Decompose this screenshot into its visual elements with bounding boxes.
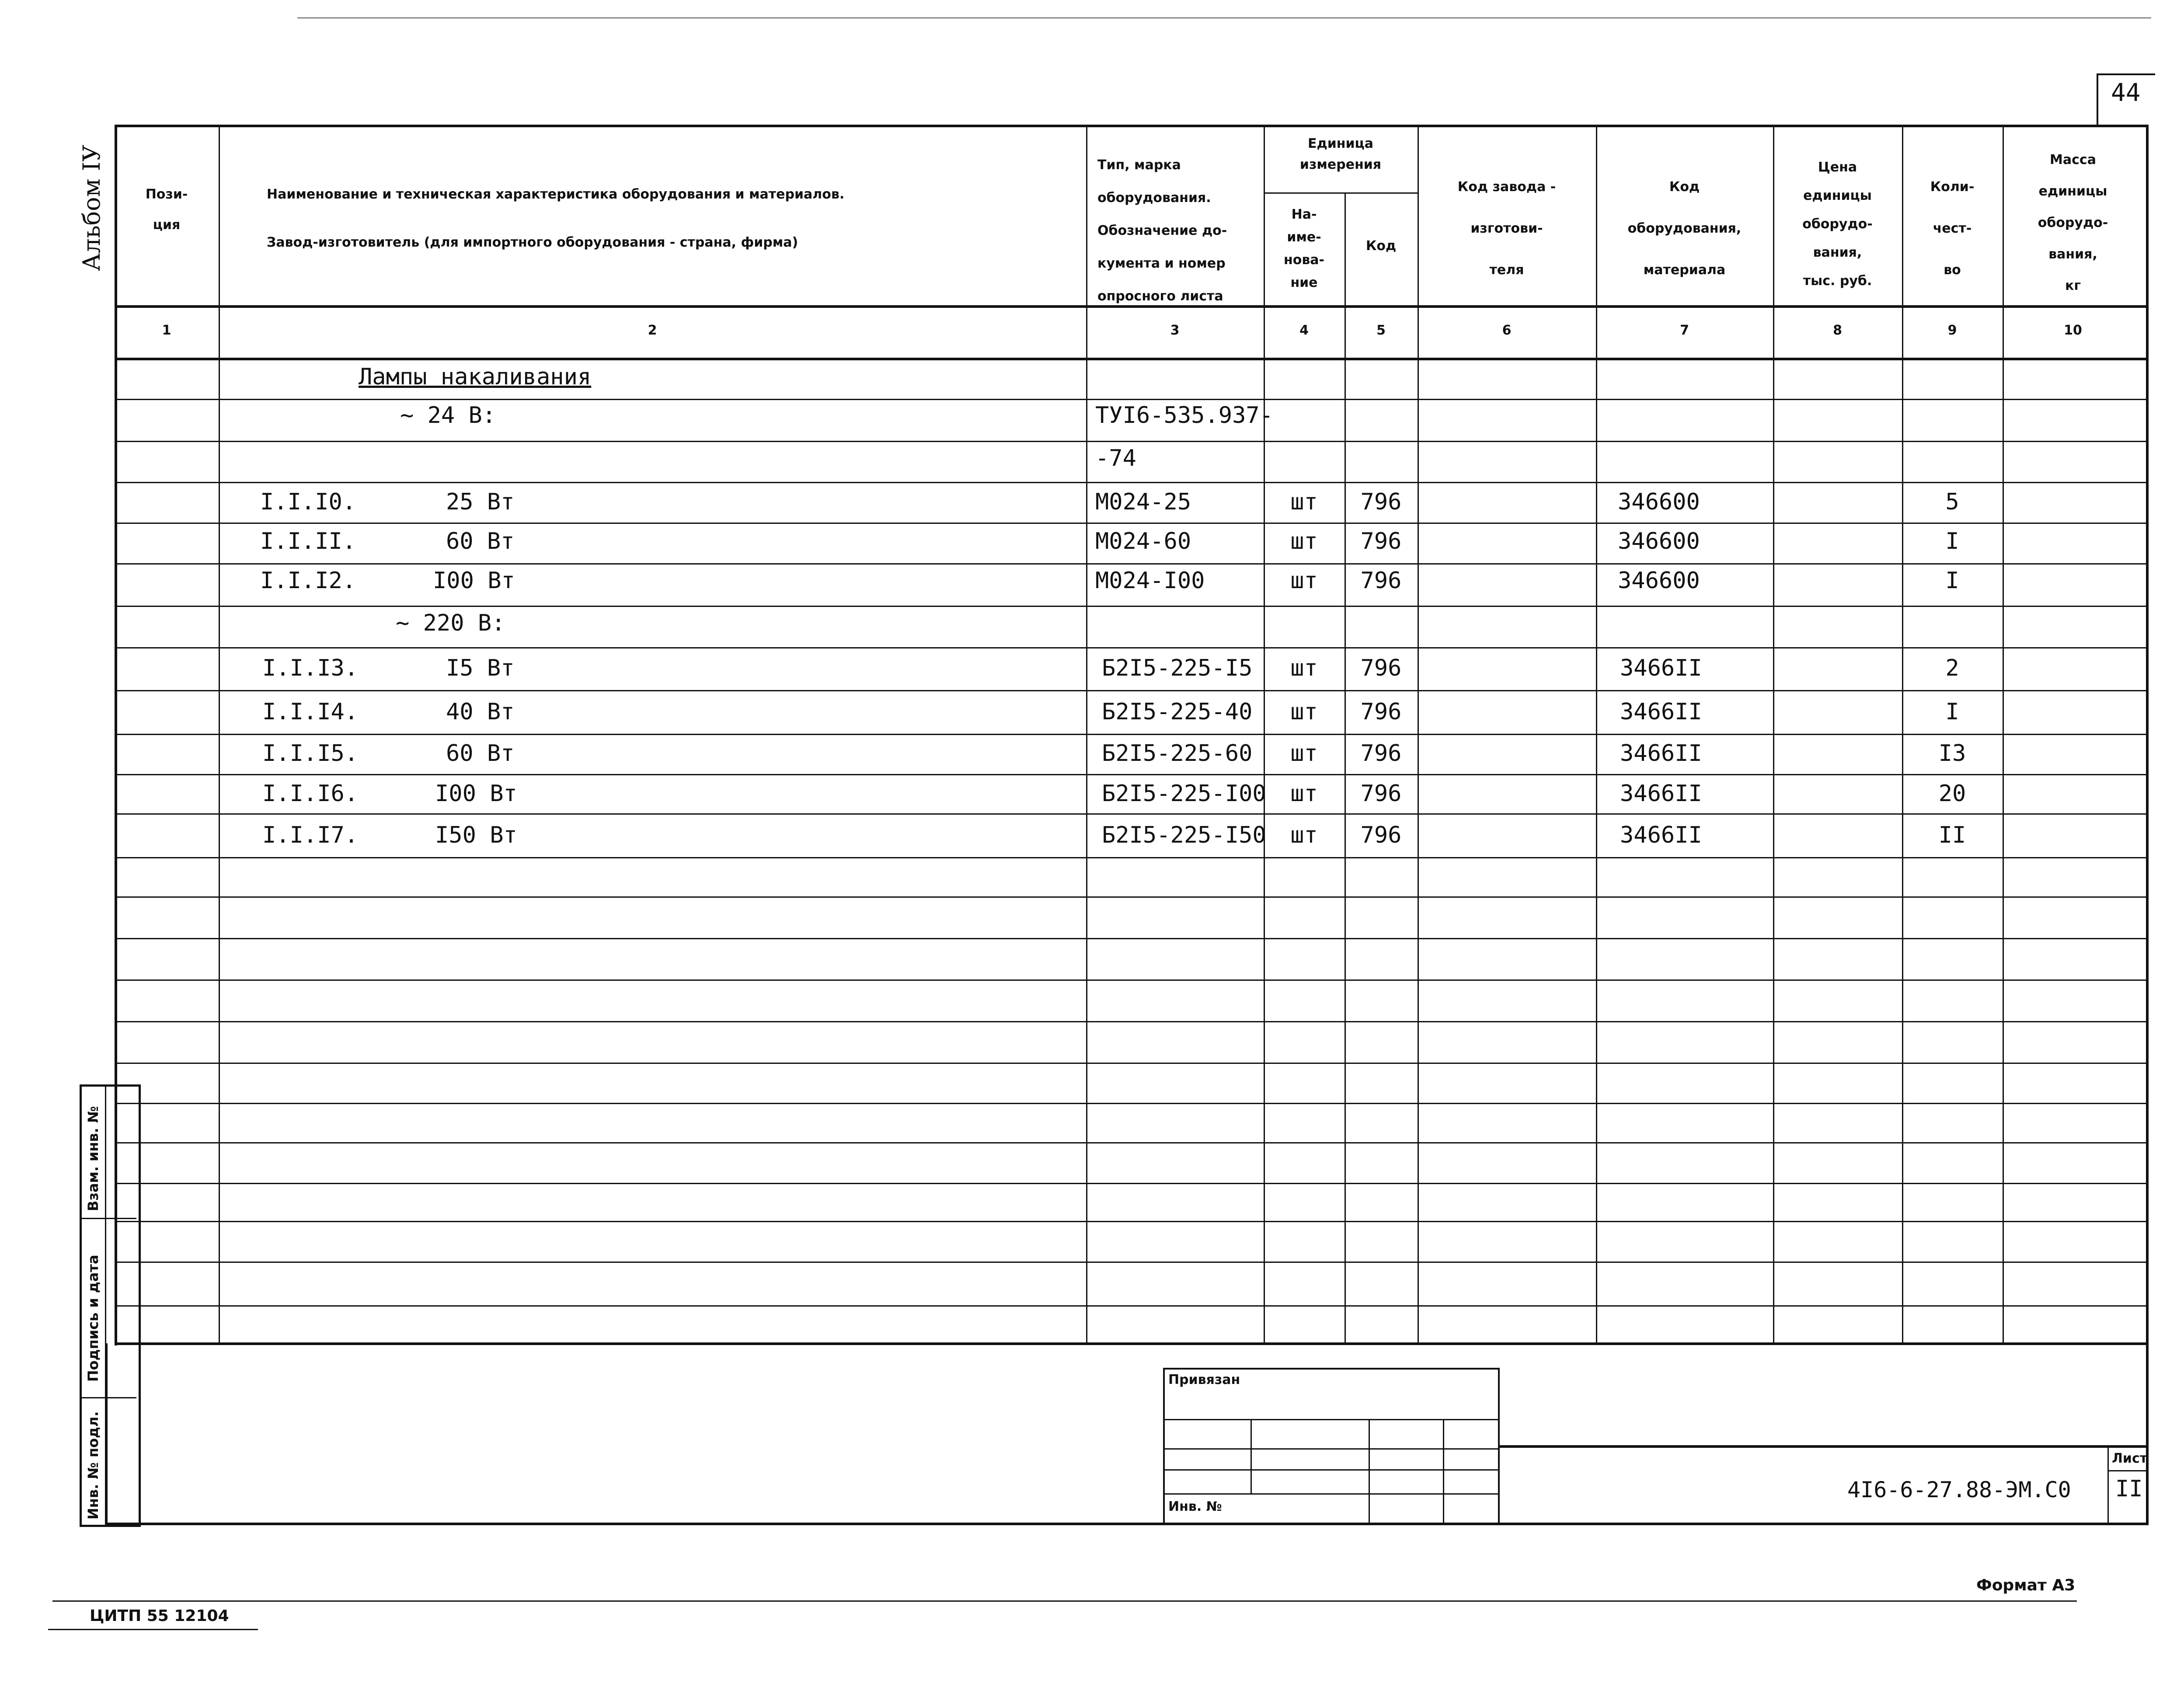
header-col3: Тип, марка оборудования. Обозначение до- кумента и номер опросного листа <box>1097 157 1227 304</box>
position: I.I.I0. <box>260 489 356 515</box>
header-col6: Код завода - изготови- теля <box>1457 179 1556 278</box>
side-divider-1 <box>80 1218 136 1219</box>
unit-code: 796 <box>1360 528 1402 554</box>
position: I.I.I7. <box>262 822 359 848</box>
header-col2: Наименование и техническая характеристика оборудования и материалов. Завод-изготовитель (для импортного оборудования - страна, фирма) <box>267 187 845 250</box>
quantity: I <box>1945 699 1959 725</box>
list-vline <box>2107 1445 2109 1523</box>
equipment-code: 3466II <box>1620 699 1702 725</box>
position: I.I.I4. <box>262 699 359 725</box>
side-divider-2 <box>80 1397 136 1398</box>
item-type: Б2I5-225-60 <box>1102 740 1253 767</box>
document-code: 4I6-6-27.88-ЭМ.С0 <box>1847 1477 2071 1502</box>
voltage-group-24: ~ 24 В: <box>400 402 496 429</box>
item-type: Б2I5-225-I5 <box>1102 655 1253 681</box>
side-podpis-label: Подпись и дата <box>85 1255 101 1382</box>
quantity: I3 <box>1938 740 1966 767</box>
quantity: 5 <box>1945 489 1959 515</box>
unit: шт <box>1290 489 1318 515</box>
colnum-6: 6 <box>1502 323 1512 338</box>
side-inv-label: Инв. № подл. <box>85 1411 101 1520</box>
page-number: 44 <box>2111 79 2141 107</box>
item-name: I00 Вт <box>435 781 517 807</box>
unit: шт <box>1290 568 1318 594</box>
item-type: Б2I5-225-I50 <box>1102 822 1266 848</box>
inv-no-label: Инв. № <box>1168 1499 1222 1514</box>
item-type: Б2I5-225-40 <box>1102 699 1253 725</box>
item-name: 60 Вт <box>446 528 515 554</box>
type-tu-1: ТУI6-535.937- <box>1095 402 1273 429</box>
unit: шт <box>1290 528 1318 554</box>
colnum-5: 5 <box>1376 323 1386 338</box>
item-name: I50 Вт <box>435 822 517 848</box>
quantity: II <box>1938 822 1966 848</box>
item-name: 60 Вт <box>446 740 515 767</box>
voltage-group-220: ~ 220 В: <box>396 610 505 636</box>
quantity: I <box>1945 528 1959 554</box>
header-col5: Код <box>1365 238 1397 254</box>
item-type: Б2I5-225-I00 <box>1102 781 1266 807</box>
equipment-code: 3466II <box>1620 655 1702 681</box>
position: I.I.I6. <box>262 781 359 807</box>
equipment-code: 3466II <box>1620 822 1702 848</box>
equipment-code: 346600 <box>1618 489 1700 515</box>
scan-line-top <box>297 17 2151 18</box>
unit: шт <box>1290 655 1318 681</box>
header-col4: На- име- нова- ние <box>1283 207 1325 290</box>
item-name: 40 Вт <box>446 699 515 725</box>
section-title: Лампы накаливания <box>359 364 592 390</box>
unit: шт <box>1290 822 1318 848</box>
list-hline <box>2107 1470 2146 1471</box>
colnum-2: 2 <box>648 323 657 338</box>
stamp-vline-2 <box>1369 1419 1370 1523</box>
privyazan-label: Привязан <box>1168 1372 1240 1387</box>
stamp-vline-3 <box>1443 1419 1444 1523</box>
quantity: 20 <box>1938 781 1966 807</box>
item-type: М024-25 <box>1095 489 1191 515</box>
quantity: 2 <box>1945 655 1959 681</box>
sheet-number: II <box>2115 1476 2143 1502</box>
equipment-code: 3466II <box>1620 781 1702 807</box>
colnum-8: 8 <box>1833 323 1842 338</box>
position: I.I.I5. <box>262 740 359 767</box>
colnum-9: 9 <box>1947 323 1957 338</box>
unit-code: 796 <box>1360 822 1402 848</box>
type-tu-2: -74 <box>1095 445 1136 471</box>
colnum-4: 4 <box>1299 323 1309 338</box>
col-line-4 <box>1345 192 1346 1343</box>
org-label: ЦИТП 55 12104 <box>90 1607 229 1625</box>
unit: шт <box>1290 781 1318 807</box>
numbers-divider <box>115 358 2146 360</box>
header-col9: Коли- чест- во <box>1930 179 1975 278</box>
position: I.I.I3. <box>262 655 359 681</box>
album-label: Альбом IУ <box>78 144 105 271</box>
item-type: М024-60 <box>1095 528 1191 554</box>
position: I.I.I2. <box>260 568 356 594</box>
unit-code: 796 <box>1360 568 1402 594</box>
unit: шт <box>1290 699 1318 725</box>
position: I.I.II. <box>260 528 356 554</box>
stamp-line-3 <box>1163 1469 1500 1471</box>
header-unit-group: Единица измерения <box>1299 136 1382 172</box>
quantity: I <box>1945 568 1959 594</box>
table-bottom-frame <box>105 1343 2149 1525</box>
item-name: I00 Вт <box>433 568 515 594</box>
side-vzam-label: Взам. инв. № <box>85 1106 101 1211</box>
item-name: I5 Вт <box>446 655 515 681</box>
stamp-vline-1 <box>1250 1419 1252 1493</box>
colnum-1: 1 <box>162 323 171 338</box>
org-underline <box>48 1629 258 1630</box>
unit: шт <box>1290 740 1318 767</box>
stamp-line-4 <box>1163 1493 1500 1495</box>
stamp-line-1 <box>1163 1419 1500 1420</box>
unit-code: 796 <box>1360 781 1402 807</box>
doc-code-topline <box>1498 1445 2146 1448</box>
item-name: 25 Вт <box>446 489 515 515</box>
equipment-code: 3466II <box>1620 740 1702 767</box>
equipment-code: 346600 <box>1618 568 1700 594</box>
item-type: М024-I00 <box>1095 568 1205 594</box>
colnum-3: 3 <box>1170 323 1180 338</box>
equipment-code: 346600 <box>1618 528 1700 554</box>
footer-line <box>52 1600 2077 1602</box>
colnum-10: 10 <box>2064 323 2082 338</box>
unit-code: 796 <box>1360 655 1402 681</box>
unit-code: 796 <box>1360 740 1402 767</box>
stamp-line-2 <box>1163 1448 1500 1450</box>
colnum-7: 7 <box>1680 323 1689 338</box>
header-col1: Пози- ция <box>145 187 188 233</box>
header-col8: Цена единицы оборудо- вания, тыс. руб. <box>1802 160 1873 289</box>
unit-code: 796 <box>1360 699 1402 725</box>
format-label: Формат А3 <box>1976 1576 2076 1594</box>
unit-code: 796 <box>1360 489 1402 515</box>
header-col7: Код оборудования, материала <box>1627 179 1742 278</box>
header-col10: Масса единицы оборудо- вания, кг <box>2038 152 2108 293</box>
unit-subdivider <box>1264 192 1418 194</box>
list-label: Лист <box>2112 1451 2148 1466</box>
side-inner-line <box>105 1084 106 1523</box>
